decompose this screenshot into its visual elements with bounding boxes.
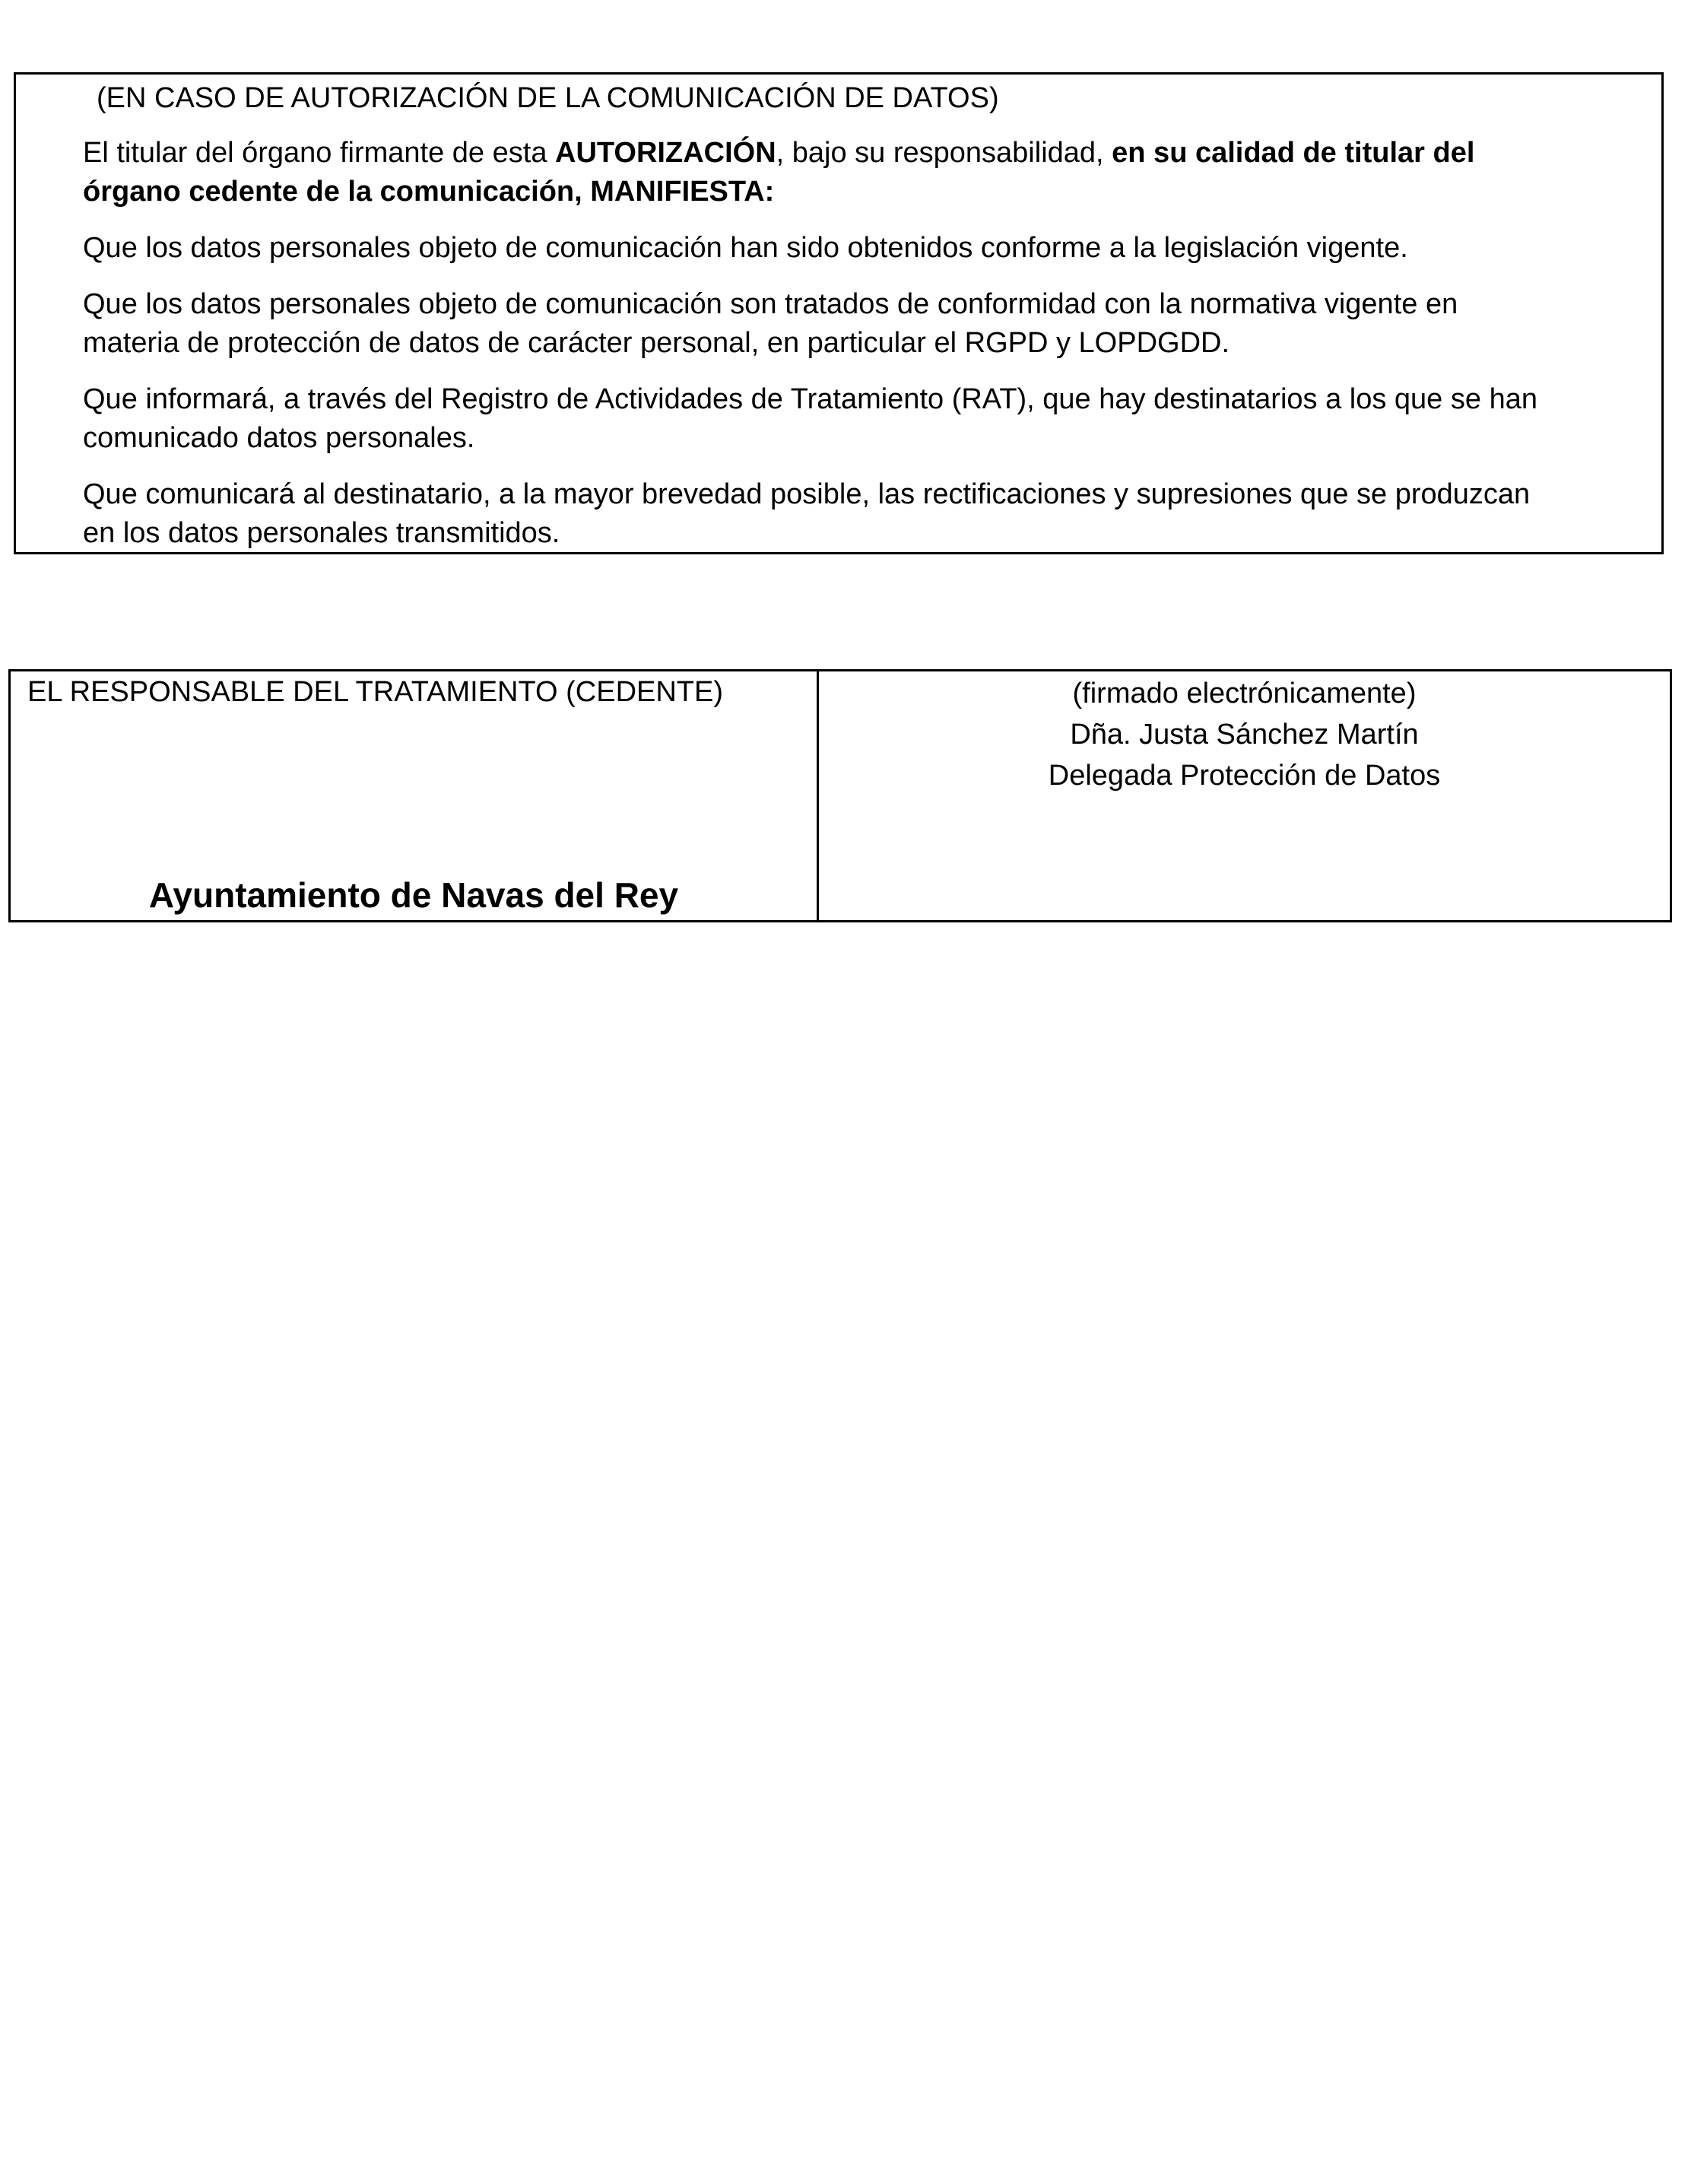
- signature-table: [8, 669, 1672, 922]
- manifest-item: Que los datos personales objeto de comunicación son tratados de conformidad con la normativa vigente en materia de protección de datos de carácter personal, en particular el RGPD y LOPDGDD.: [83, 288, 1458, 359]
- intro-bold-2: en su calidad de titular del órgano cedente de la comunicación, MANIFIESTA:: [83, 137, 1475, 208]
- manifest-item: Que informará, a través del Registro de Actividades de Tratamiento (RAT), que hay destinatarios a los que se han comunicado datos personales.: [83, 383, 1537, 454]
- signed-note: (firmado electrónicamente): [1072, 678, 1417, 709]
- responsible-role-label: EL RESPONSABLE DEL TRATAMIENTO (CEDENTE): [27, 676, 724, 708]
- signer-name: Dña. Justa Sánchez Martín: [1070, 719, 1419, 751]
- intro-text-1: El titular del órgano firmante de esta: [83, 137, 556, 169]
- entity-name: Ayuntamiento de Navas del Rey: [148, 875, 679, 915]
- responsible-cell: [11, 671, 819, 920]
- intro-text-2: , bajo su responsabilidad,: [776, 137, 1112, 169]
- manifest-box: [14, 72, 1664, 554]
- manifest-item: Que comunicará al destinatario, a la mayor brevedad posible, las rectificaciones y supresiones que se produzcan en los datos personales transmitidos.: [83, 478, 1531, 549]
- manifest-item: Que los datos personales objeto de comunicación han sido obtenidos conforme a la legislación vigente.: [83, 232, 1408, 264]
- intro-bold-1: AUTORIZACIÓN: [555, 137, 776, 169]
- signer-title: Delegada Protección de Datos: [1048, 760, 1441, 792]
- signer-cell: [819, 671, 1670, 920]
- manifest-intro: [83, 134, 1544, 211]
- manifest-heading: (EN CASO DE AUTORIZACIÓN DE LA COMUNICACIÓN DE DATOS): [97, 82, 999, 114]
